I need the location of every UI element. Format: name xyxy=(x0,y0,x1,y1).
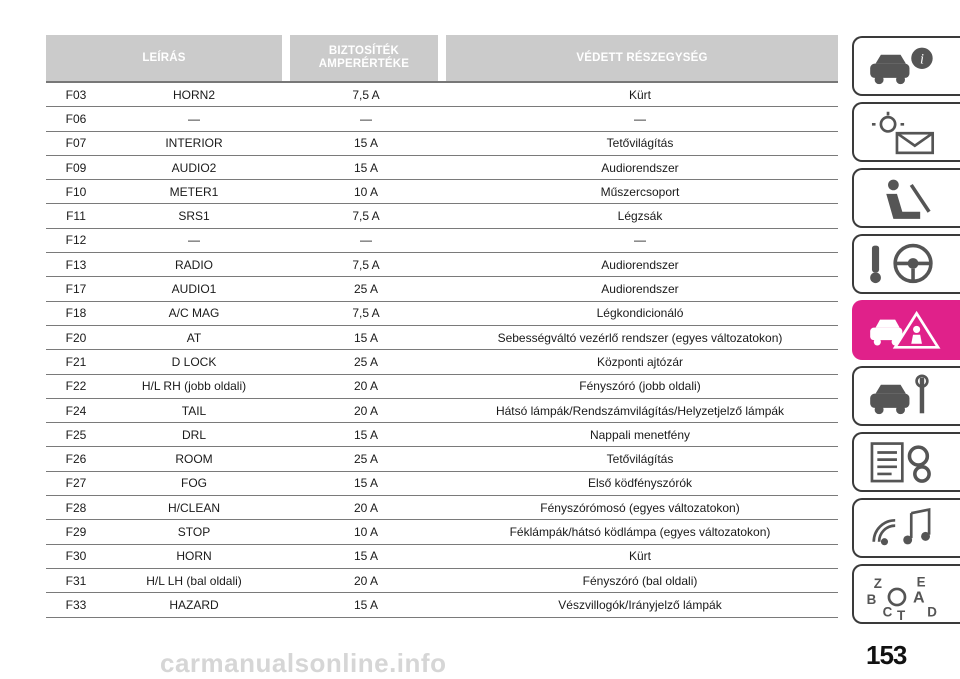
protected-unit: Audiorendszer xyxy=(601,160,679,175)
fuse-id: F20 xyxy=(65,330,87,345)
table-row xyxy=(46,204,838,228)
fuse-name: D LOCK xyxy=(171,354,217,369)
tab-multimedia[interactable] xyxy=(852,498,960,558)
fuse-rating: 25 A xyxy=(353,354,379,369)
protected-unit: Nappali menetfény xyxy=(589,427,691,442)
fuse-id: F30 xyxy=(65,549,87,564)
svg-text:T: T xyxy=(896,608,906,622)
fuse-name: HORN xyxy=(176,549,212,564)
fuse-name: ROOM xyxy=(175,452,213,467)
page-number: 153 xyxy=(866,640,907,670)
protected-unit: Tetővilágítás xyxy=(606,452,674,467)
fuse-rating: 15 A xyxy=(353,597,379,612)
fuse-rating: 25 A xyxy=(353,452,379,467)
protected-unit: Légkondicionáló xyxy=(596,306,684,321)
header-fuse-rating: BIZTOSÍTÉK AMPERÉRTÉKE xyxy=(318,45,410,70)
table-row xyxy=(46,545,838,569)
fuse-rating: 15 A xyxy=(353,160,379,175)
protected-unit: Légzsák xyxy=(617,209,663,224)
steering-wheel-icon xyxy=(862,242,948,292)
fuse-name: HAZARD xyxy=(169,597,219,612)
fuse-rating: 20 A xyxy=(353,500,379,515)
car-maintenance-icon xyxy=(862,374,948,424)
table-row xyxy=(46,156,838,180)
fuse-name: DRL xyxy=(181,427,206,442)
fuse-rating: 15 A xyxy=(353,476,379,491)
protected-unit: Sebességváltó vezérlő rendszer (egyes változatokon) xyxy=(497,330,783,345)
table-row xyxy=(46,180,838,204)
table-row xyxy=(46,302,838,326)
fuse-rating: 7,5 A xyxy=(352,87,380,102)
protected-unit: Kürt xyxy=(628,549,651,564)
seat-safety-icon xyxy=(862,176,948,226)
table-row xyxy=(46,447,838,471)
table-row xyxy=(46,423,838,447)
fuse-id: F26 xyxy=(65,452,87,467)
fuse-id: F24 xyxy=(65,403,87,418)
tab-index[interactable] xyxy=(852,564,960,624)
fuse-name: AT xyxy=(186,330,202,345)
table-row xyxy=(46,132,838,156)
protected-unit: Első ködfényszórók xyxy=(587,476,693,491)
tab-car-maintenance[interactable] xyxy=(852,366,960,426)
tab-steering-wheel[interactable] xyxy=(852,234,960,294)
protected-unit: Fényszórómosó (egyes változatokon) xyxy=(540,500,740,515)
protected-unit: Fényszóró (jobb oldali) xyxy=(579,379,701,394)
protected-unit: Fényszóró (bal oldali) xyxy=(582,573,698,588)
table-row xyxy=(46,326,838,350)
fuse-name: H/L LH (bal oldali) xyxy=(146,573,242,588)
fuse-table xyxy=(46,35,838,618)
fuse-rating: 15 A xyxy=(353,330,379,345)
index-icon xyxy=(862,572,948,622)
watermark: carmanualsonline.info xyxy=(160,648,447,678)
protected-unit: — xyxy=(634,111,646,126)
fuse-id: F25 xyxy=(65,427,87,442)
emergency-icon xyxy=(862,308,948,358)
svg-text:Z: Z xyxy=(873,576,882,592)
fuse-name: AUDIO1 xyxy=(171,282,217,297)
table-row xyxy=(46,569,838,593)
table-row xyxy=(46,107,838,131)
table-row xyxy=(46,229,838,253)
svg-text:D: D xyxy=(927,604,937,620)
fuse-name: HORN2 xyxy=(172,87,215,102)
fuse-id: F03 xyxy=(65,87,87,102)
car-info-icon xyxy=(862,44,948,94)
technical-data-icon xyxy=(862,440,948,490)
tab-technical-data[interactable] xyxy=(852,432,960,492)
table-row xyxy=(46,399,838,423)
fuse-rating: 15 A xyxy=(353,136,379,151)
tab-warning-lights[interactable] xyxy=(852,102,960,162)
table-row xyxy=(46,472,838,496)
svg-text:B: B xyxy=(866,592,877,608)
fuse-name: METER1 xyxy=(169,184,219,199)
fuse-id: F11 xyxy=(66,209,86,224)
fuse-name: AUDIO2 xyxy=(171,160,217,175)
fuse-rating: 10 A xyxy=(353,184,379,199)
chapter-tabs xyxy=(852,36,960,630)
fuse-name: A/C MAG xyxy=(168,306,220,321)
fuse-name: SRS1 xyxy=(178,209,210,224)
table-row xyxy=(46,496,838,520)
protected-unit: Kürt xyxy=(628,87,651,102)
protected-unit: Vészvillogók/Irányjelző lámpák xyxy=(558,597,722,612)
tab-seat-safety[interactable] xyxy=(852,168,960,228)
fuse-name: H/CLEAN xyxy=(167,500,220,515)
protected-unit: Hátsó lámpák/Rendszámvilágítás/Helyzetjelző lámpák xyxy=(495,403,785,418)
tab-emergency[interactable] xyxy=(852,300,960,360)
fuse-id: F06 xyxy=(65,111,87,126)
fuse-id: F09 xyxy=(65,160,87,175)
svg-text:E: E xyxy=(916,574,926,590)
fuse-id: F17 xyxy=(65,282,87,297)
fuse-name: TAIL xyxy=(181,403,207,418)
fuse-id: F12 xyxy=(65,233,87,248)
table-body xyxy=(46,81,838,618)
fuse-id: F10 xyxy=(65,184,87,199)
table-row xyxy=(46,375,838,399)
svg-text:i: i xyxy=(919,51,924,68)
fuse-name: STOP xyxy=(177,524,211,539)
fuse-rating: 15 A xyxy=(353,549,379,564)
table-row xyxy=(46,520,838,544)
fuse-name: RADIO xyxy=(174,257,213,272)
protected-unit: Féklámpák/hátsó ködlámpa (egyes változatokon) xyxy=(509,524,771,539)
fuse-id: F22 xyxy=(65,379,87,394)
fuse-rating: 15 A xyxy=(353,427,379,442)
fuse-rating: 20 A xyxy=(353,573,379,588)
protected-unit: — xyxy=(634,233,646,248)
tab-car-info[interactable] xyxy=(852,36,960,96)
fuse-rating: 25 A xyxy=(353,282,379,297)
fuse-name: INTERIOR xyxy=(165,136,223,151)
header-description: LEÍRÁS xyxy=(142,51,186,64)
fuse-id: F27 xyxy=(65,476,87,491)
fuse-name: FOG xyxy=(181,476,207,491)
svg-text:C: C xyxy=(882,604,893,620)
fuse-rating: 20 A xyxy=(353,403,379,418)
fuse-rating: 7,5 A xyxy=(352,306,380,321)
fuse-name: H/L RH (jobb oldali) xyxy=(141,379,247,394)
protected-unit: Műszercsoport xyxy=(600,184,680,199)
table-row xyxy=(46,253,838,277)
fuse-id: F13 xyxy=(65,257,87,272)
table-row xyxy=(46,350,838,374)
svg-text:A: A xyxy=(913,588,925,607)
fuse-id: F33 xyxy=(65,597,87,612)
fuse-rating: 7,5 A xyxy=(352,209,380,224)
fuse-id: F31 xyxy=(65,573,87,588)
fuse-rating: 10 A xyxy=(353,524,379,539)
fuse-id: F18 xyxy=(65,306,87,321)
fuse-name: — xyxy=(188,233,200,248)
fuse-id: F21 xyxy=(65,354,87,369)
fuse-rating: — xyxy=(360,233,372,248)
fuse-id: F07 xyxy=(65,136,87,151)
fuse-rating: — xyxy=(360,111,372,126)
warning-lights-icon xyxy=(862,110,948,160)
table-row xyxy=(46,277,838,301)
protected-unit: Audiorendszer xyxy=(601,257,679,272)
table-header xyxy=(46,35,838,81)
fuse-rating: 7,5 A xyxy=(352,257,380,272)
protected-unit: Tetővilágítás xyxy=(606,136,674,151)
fuse-name: — xyxy=(188,111,200,126)
protected-unit: Audiorendszer xyxy=(601,282,679,297)
fuse-id: F28 xyxy=(65,500,87,515)
table-row xyxy=(46,593,838,617)
table-row xyxy=(46,83,838,107)
protected-unit: Központi ajtózár xyxy=(596,354,684,369)
fuse-id: F29 xyxy=(65,524,87,539)
header-protected-unit: VÉDETT RÉSZEGYSÉG xyxy=(576,51,708,64)
multimedia-icon xyxy=(862,506,948,556)
fuse-rating: 20 A xyxy=(353,379,379,394)
